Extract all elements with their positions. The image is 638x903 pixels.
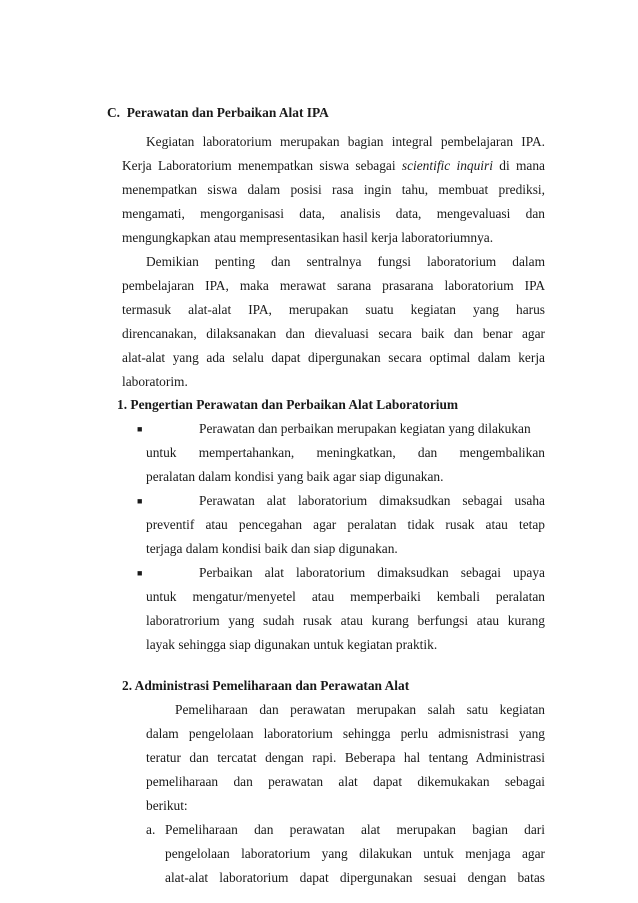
intro-line-2 bbox=[122, 157, 545, 175]
bullet-2-line-3: terjaga dalam kondisi baik dan siap digunakan. bbox=[146, 541, 398, 556]
intro-line-2-text: Kerja Laboratorium menempatkan siswa sebagai bbox=[122, 158, 396, 173]
para2-line-5: alat-alat yang ada selalu dapat dipergunakan secara optimal dalam kerja bbox=[122, 350, 545, 365]
bullet-1-line-3: peralatan dalam kondisi yang baik agar siap digunakan. bbox=[146, 469, 444, 484]
square-bullet-icon: ■ bbox=[137, 496, 143, 506]
bullet-2-line-2: preventif atau pencegahan agar peralatan tidak rusak atau tetap bbox=[146, 517, 545, 532]
bullet-3-line-1: Perbaikan alat laboratorium dimaksudkan sebagai upaya bbox=[199, 565, 545, 580]
bullet-3-line-2: untuk mengatur/menyetel atau memperbaiki kembali peralatan bbox=[146, 589, 545, 604]
item-a-line-3: alat-alat laboratorium dapat dipergunakan sesuai dengan batas bbox=[165, 870, 545, 885]
intro-line-1: Kegiatan laboratorium merupakan bagian integral pembelajaran IPA. bbox=[146, 134, 545, 149]
intro-line-3: menempatkan siswa dalam posisi rasa ingin tahu, membuat prediksi, bbox=[122, 182, 545, 197]
bullet-1-line-2: untuk mempertahankan, meningkatkan, dan mengembalikan bbox=[146, 445, 545, 460]
bullet-3-line-3: laboratrorium yang sudah rusak atau kurang berfungsi atau kurang bbox=[146, 613, 545, 628]
subsection-2-heading bbox=[122, 677, 409, 695]
sub2-intro-line-5: berikut: bbox=[146, 798, 188, 813]
section-heading bbox=[107, 104, 329, 122]
sub2-intro-line-4: pemeliharaan dan perawatan alat dapat dikemukakan sebagai bbox=[146, 774, 545, 789]
sub2-intro-line-3: teratur dan tercatat dengan rapi. Beberapa hal tentang Administrasi bbox=[146, 750, 545, 765]
sub2-intro-line-2: dalam pengelolaan laboratorium sehingga perlu admisnistrasi yang bbox=[146, 726, 545, 741]
bullet-2-line-1: Perawatan alat laboratorium dimaksudkan sebagai usaha bbox=[199, 493, 545, 508]
intro-line-5: mengungkapkan atau mempresentasikan hasil kerja laboratoriumnya. bbox=[122, 230, 494, 245]
item-a-line-2: pengelolaan laboratorium yang dilakukan untuk menjaga agar bbox=[165, 846, 545, 861]
para2-line-4: direncanakan, dilaksanakan dan dievaluasi secara baik dan benar agar bbox=[122, 326, 545, 341]
sub2-intro-line-1: Pemeliharaan dan perawatan merupakan salah satu kegiatan bbox=[175, 702, 545, 717]
intro-italic-term: scientific inquiri bbox=[401, 158, 493, 173]
para2-line-6: laboratorim. bbox=[122, 374, 188, 389]
bullet-1-line-1: Perawatan dan perbaikan merupakan kegiatan yang dilakukan bbox=[199, 421, 531, 436]
section-title: Perawatan dan Perbaikan Alat IPA bbox=[126, 105, 329, 120]
bullet-3-line-4: layak sehingga siap digunakan untuk kegiatan praktik. bbox=[146, 637, 438, 652]
para2-line-1: Demikian penting dan sentralnya fungsi laboratorium dalam bbox=[146, 254, 545, 269]
square-bullet-icon: ■ bbox=[137, 568, 143, 578]
subsection-1-heading bbox=[117, 396, 458, 414]
subsection-1-title: Pengertian Perawatan dan Perbaikan Alat Laboratorium bbox=[130, 397, 459, 412]
intro-line-4: mengamati, mengorganisasi data, analisis data, mengevaluasi dan bbox=[122, 206, 545, 221]
section-label: C. bbox=[107, 105, 121, 120]
item-a-line-1: Pemeliharaan dan perawatan alat merupakan bagian dari bbox=[165, 822, 545, 837]
item-a-label: a. bbox=[146, 822, 156, 837]
para2-line-3: termasuk alat-alat IPA, merupakan suatu kegiatan yang harus bbox=[122, 302, 545, 317]
subsection-1-number: 1. bbox=[117, 397, 128, 412]
para2-line-2: pembelajaran IPA, maka merawat sarana prasarana laboratorium IPA bbox=[122, 278, 545, 293]
subsection-2-number: 2. bbox=[122, 678, 133, 693]
subsection-2-title: Administrasi Pemeliharaan dan Perawatan Alat bbox=[134, 678, 410, 693]
intro-line-2-end: di mana bbox=[499, 158, 545, 173]
square-bullet-icon: ■ bbox=[137, 424, 143, 434]
